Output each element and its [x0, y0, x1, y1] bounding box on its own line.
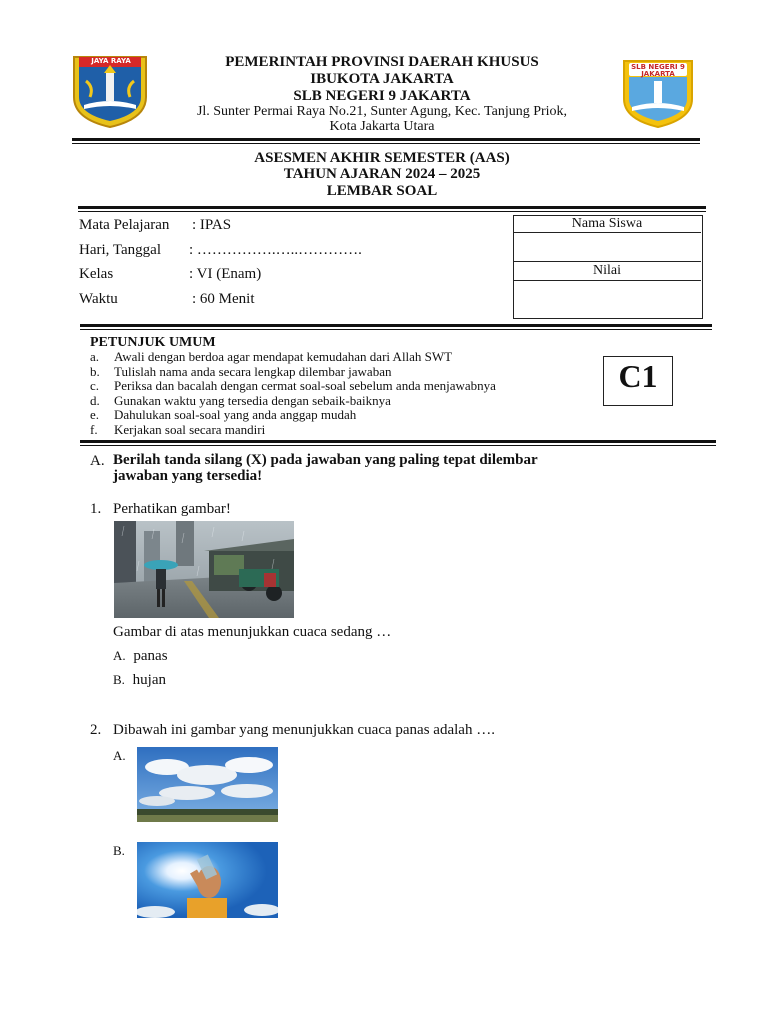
instruction-text: Gunakan waktu yang tersedia dengan sebaik-baiknya	[114, 392, 391, 408]
option-text: hujan	[132, 672, 166, 688]
instructions-divider-thick	[80, 440, 716, 443]
title-divider-thick	[78, 206, 706, 209]
question-1-option-b[interactable]	[113, 672, 166, 689]
instruction-text: Tulislah nama anda secara lengkap dilembar jawaban	[114, 363, 392, 379]
version-code: C1	[618, 358, 658, 394]
instruction-letter: d.	[90, 392, 100, 408]
instruction-letter: e.	[90, 407, 100, 422]
rainy-street-photo	[114, 521, 294, 618]
question-2-prompt: Dibawah ini gambar yang menunjukkan cuaca panas adalah ….	[113, 722, 495, 738]
header-line-2: IBUKOTA JAKARTA	[310, 71, 454, 87]
instruction-text: Dahulukan soal-soal yang anda anggap mudah	[114, 407, 357, 422]
jakarta-emblem-logo	[70, 53, 150, 129]
header-line-3: SLB NEGERI 9 JAKARTA	[293, 88, 471, 104]
info-divider-thick	[80, 324, 712, 327]
option-letter: B.	[113, 672, 125, 687]
school-logo	[620, 57, 696, 129]
info-divider-thin	[80, 329, 712, 330]
question-1-prompt: Perhatikan gambar!	[113, 501, 231, 517]
exam-title-1: ASESMEN AKHIR SEMESTER (AAS)	[254, 150, 510, 166]
question-2-option-a[interactable]	[113, 748, 126, 765]
date-label: Hari, Tanggal	[79, 242, 161, 258]
instructions-divider-thin	[80, 445, 716, 446]
sunny-drinking-photo[interactable]	[137, 842, 278, 918]
exam-title-2: TAHUN AJARAN 2024 – 2025	[283, 166, 481, 182]
logo-left-text: JAYA RAYA	[91, 57, 131, 65]
cloudy-sky-photo[interactable]	[137, 747, 278, 822]
instruction-text: Awali dengan berdoa agar mendapat kemudahan dari Allah SWT	[114, 349, 453, 364]
header-line-1: PEMERINTAH PROVINSI DAERAH KHUSUS	[225, 54, 539, 70]
score-box-label: Nilai	[593, 263, 621, 278]
instruction-text: Periksa dan bacalah dengan cermat soal-soal sebelum anda menjawabnya	[114, 378, 496, 393]
option-letter: A.	[113, 648, 126, 663]
section-a-instruction-2: jawaban yang tersedia!	[113, 468, 263, 484]
header-address-2: Kota Jakarta Utara	[329, 119, 435, 134]
question-2-option-b[interactable]	[113, 843, 125, 860]
option-letter: B.	[113, 843, 125, 858]
instruction-letter: c.	[90, 378, 100, 393]
section-a-instruction-1: Berilah tanda silang (X) pada jawaban yang paling tepat dilembar	[113, 452, 538, 468]
option-text: panas	[133, 648, 168, 664]
instruction-letter: f.	[90, 421, 98, 437]
header-divider-thick	[72, 138, 700, 141]
question-1-option-a[interactable]	[113, 648, 168, 665]
subject-label: Mata Pelajaran	[79, 217, 170, 233]
header-divider-thin	[72, 143, 700, 144]
instruction-text: Kerjakan soal secara mandiri	[114, 421, 266, 437]
header-address-1: Jl. Sunter Permai Raya No.21, Sunter Agung, Kec. Tanjung Priok,	[196, 104, 568, 119]
time-label: Waktu	[79, 291, 118, 307]
title-divider-thin	[78, 211, 706, 212]
score-box-input[interactable]	[514, 281, 700, 316]
time-value: : 60 Menit	[192, 291, 255, 307]
instruction-letter: b.	[90, 363, 100, 379]
question-1-number: 1.	[90, 501, 102, 517]
date-value: : …………….…..………….	[189, 242, 362, 258]
class-label: Kelas	[79, 266, 114, 282]
instructions-heading: PETUNJUK UMUM	[90, 335, 216, 350]
instruction-letter: a.	[90, 349, 100, 364]
logo-right-text: SLB NEGERI 9 JAKARTA	[631, 63, 685, 78]
question-1-text: Gambar di atas menunjukkan cuaca sedang …	[113, 624, 392, 640]
class-value: : VI (Enam)	[189, 266, 262, 282]
question-2-number: 2.	[90, 722, 102, 738]
subject-value: : IPAS	[192, 217, 232, 233]
exam-title-3: LEMBAR SOAL	[326, 183, 438, 199]
name-box-label: Nama Siswa	[571, 216, 643, 231]
option-letter: A.	[113, 748, 126, 763]
name-box-input[interactable]	[513, 232, 701, 262]
section-a-letter: A.	[90, 453, 105, 469]
